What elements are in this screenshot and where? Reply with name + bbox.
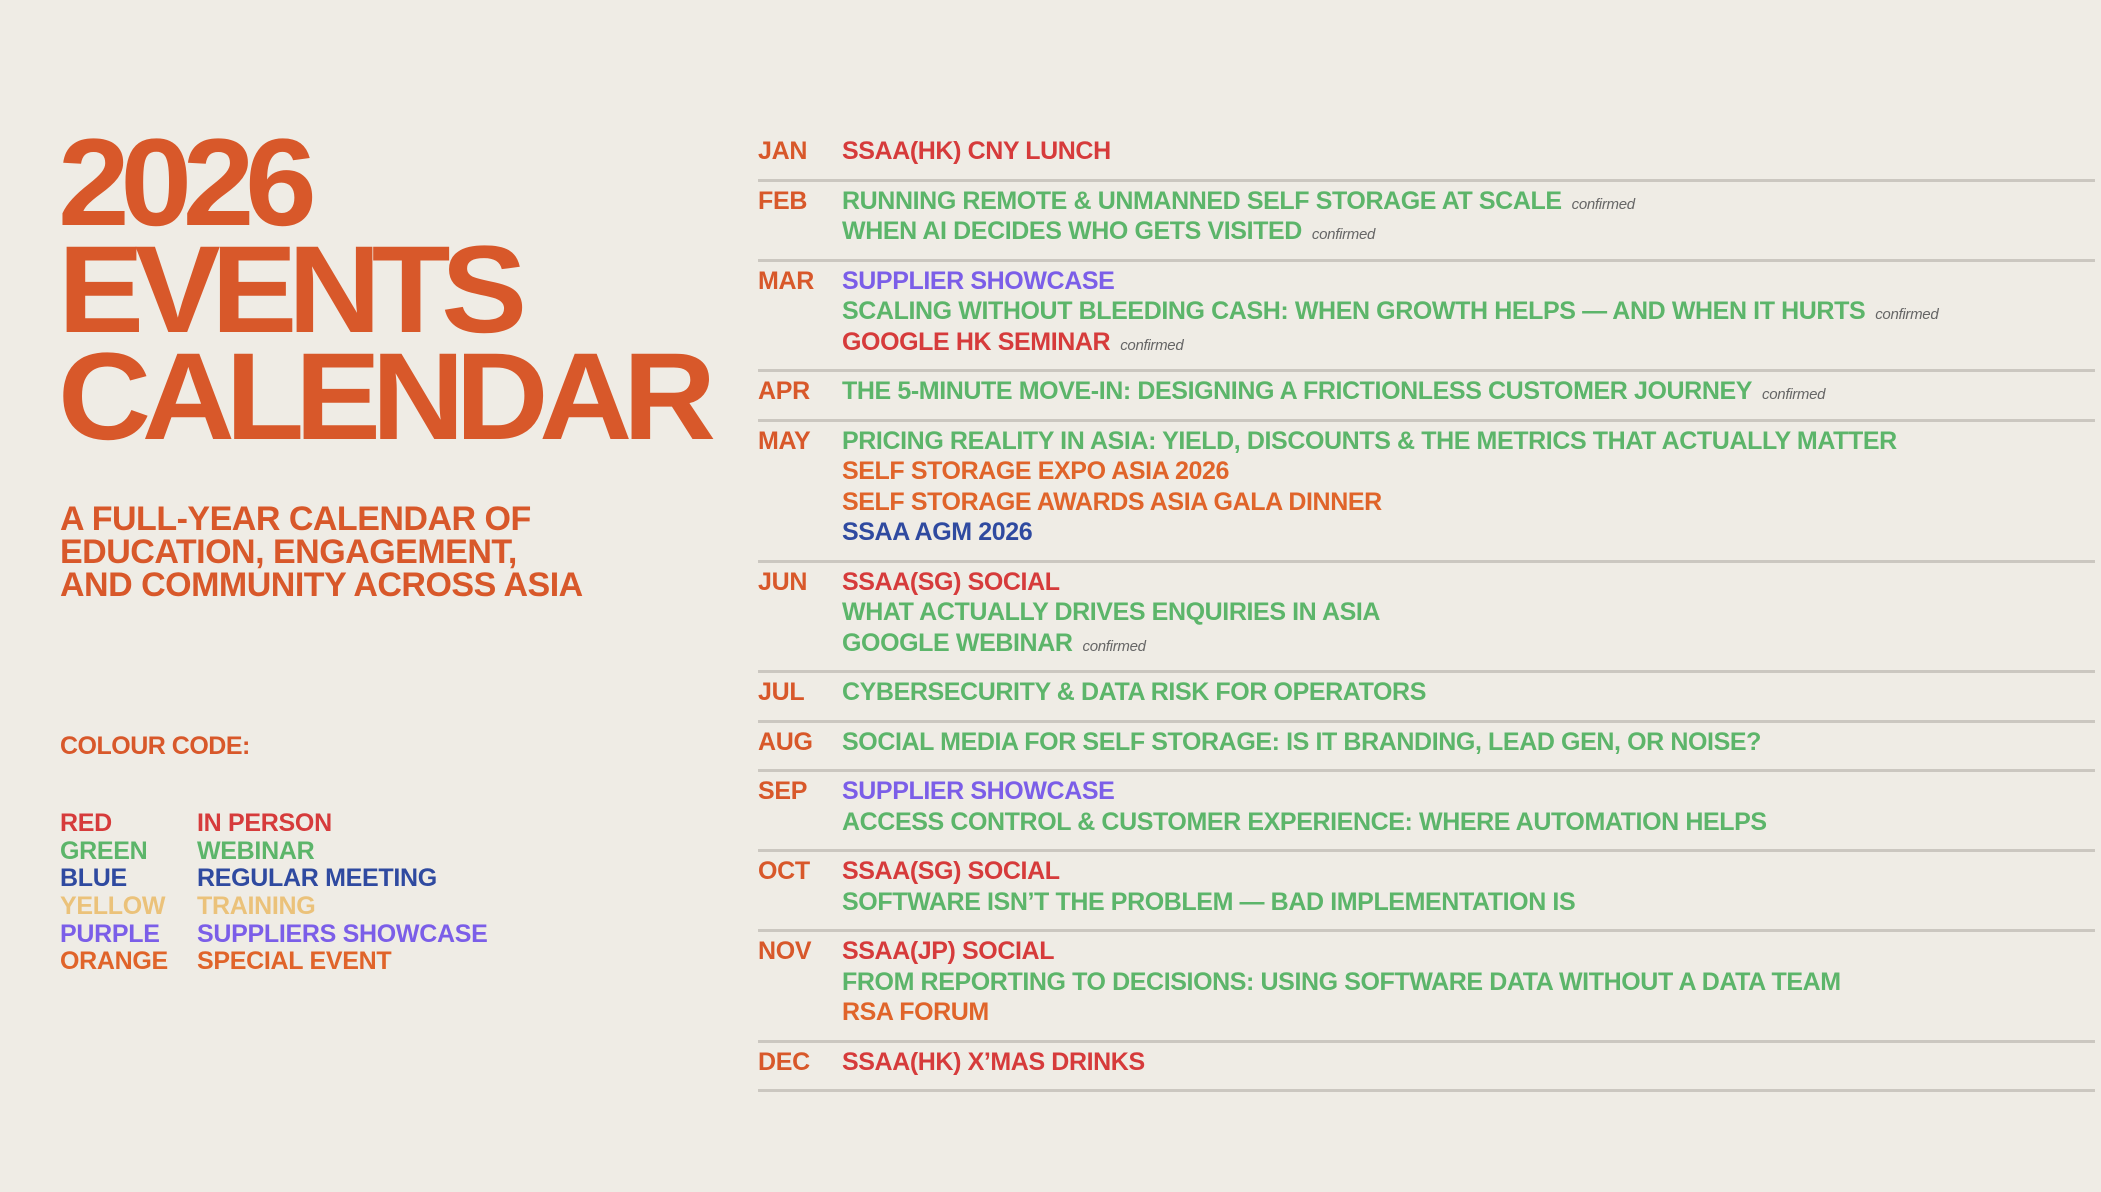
legend-meaning: WEBINAR [197,836,315,865]
event-title: RSA FORUM [842,998,989,1026]
month-label: APR [758,377,810,405]
event-status-note: confirmed [1875,306,1939,323]
colour-code-label: COLOUR CODE: [60,732,250,760]
page-title [58,114,707,466]
legend-row [60,893,487,921]
event-item [842,188,2095,219]
month-row [758,132,2095,182]
legend-color-name: PURPLE [60,919,160,948]
event-status-note: confirmed [1311,226,1376,243]
event-title: SUPPLIER SHOWCASE [842,266,1115,295]
event-item [842,679,2095,710]
event-title: SSAA AGM 2026 [842,518,1033,546]
month-events [842,268,2095,360]
month-label: FEB [758,186,808,215]
event-item [842,858,2095,889]
month-events [842,378,2095,409]
month-events [842,138,2095,169]
event-title: THE 5-MINUTE MOVE-IN: DESIGNING A FRICTIONLESS CUSTOMER JOURNEY [842,377,1753,405]
month-row [758,563,2095,674]
month-label: JAN [758,137,808,165]
event-title: PRICING REALITY IN ASIA: YIELD, DISCOUNTS & THE METRICS THAT ACTUALLY MATTER [842,426,1897,455]
event-title: SOCIAL MEDIA FOR SELF STORAGE: IS IT BRANDING, LEAD GEN, OR NOISE? [842,727,1762,756]
month-row [758,372,2095,422]
legend-color-name: RED [60,809,112,838]
legend-row [60,810,487,838]
month-label: JUL [758,678,805,706]
month-events [842,858,2095,919]
month-events [842,188,2095,249]
event-title: SSAA(HK) CNY LUNCH [842,137,1111,165]
legend-row [60,948,487,976]
legend-row [60,865,487,893]
month-events [842,778,2095,839]
legend-meaning: SUPPLIERS SHOWCASE [197,919,488,948]
month-events [842,729,2095,760]
month-events [842,569,2095,661]
subtitle-line: A FULL-YEAR CALENDAR OF [60,500,531,538]
month-row [758,723,2095,773]
month-label: AUG [758,727,813,756]
event-title: RUNNING REMOTE & UNMANNED SELF STORAGE AT SCALE [842,186,1562,215]
event-item [842,969,2095,1000]
event-item [842,630,2095,661]
event-item [842,1049,2095,1080]
month-label: DEC [758,1047,810,1076]
event-item [842,378,2095,409]
event-status-note: confirmed [1762,386,1826,403]
month-events [842,428,2095,550]
event-status-note: confirmed [1082,637,1146,655]
colour-legend [60,810,487,976]
title-year: 2026 [58,114,308,252]
event-title: SELF STORAGE AWARDS ASIA GALA DINNER [842,487,1382,516]
subtitle-line: EDUCATION, ENGAGEMENT, [60,533,517,571]
event-title: CYBERSECURITY & DATA RISK FOR OPERATORS [842,678,1426,706]
month-row [758,1043,2095,1093]
month-row [758,182,2095,262]
event-item [842,298,2095,329]
event-title: SSAA(JP) SOCIAL [842,937,1055,965]
legend-color-name: GREEN [60,836,148,865]
event-item [842,778,2095,809]
month-row [758,673,2095,723]
month-label: JUN [758,567,808,596]
legend-meaning: TRAINING [197,892,316,921]
event-item [842,569,2095,600]
month-row [758,932,2095,1043]
event-title: WHEN AI DECIDES WHO GETS VISITED [842,217,1302,245]
legend-row [60,838,487,866]
event-item [842,138,2095,169]
event-item [842,329,2095,360]
event-title: FROM REPORTING TO DECISIONS: USING SOFTWARE DATA WITHOUT A DATA TEAM [842,967,1841,996]
event-status-note: confirmed [1120,336,1184,354]
month-label: NOV [758,937,812,965]
event-title: ACCESS CONTROL & CUSTOMER EXPERIENCE: WHERE AUTOMATION HELPS [842,807,1767,836]
event-item [842,889,2095,920]
event-title: SCALING WITHOUT BLEEDING CASH: WHEN GROWTH HELPS — AND WHEN IT HURTS [842,297,1866,325]
month-row [758,852,2095,932]
month-events [842,1049,2095,1080]
month-label: MAY [758,426,811,455]
event-title: SSAA(HK) X’MAS DRINKS [842,1047,1145,1076]
month-events [842,938,2095,1030]
legend-color-name: YELLOW [60,892,166,921]
event-title: SOFTWARE ISN’T THE PROBLEM — BAD IMPLEMENTATION IS [842,887,1576,916]
event-item [842,999,2095,1030]
event-title: WHAT ACTUALLY DRIVES ENQUIRIES IN ASIA [842,598,1381,626]
legend-row [60,920,487,948]
event-title: SSAA(SG) SOCIAL [842,567,1060,596]
events-calendar-list [758,132,2095,1092]
event-status-note: confirmed [1571,195,1635,213]
event-item [842,268,2095,299]
legend-color-name: BLUE [60,864,127,893]
event-title: SSAA(SG) SOCIAL [842,857,1060,885]
month-row [758,772,2095,852]
event-title: GOOGLE HK SEMINAR [842,327,1111,356]
legend-color-name: ORANGE [60,947,168,976]
month-events [842,679,2095,710]
month-row [758,262,2095,373]
legend-meaning: IN PERSON [197,809,332,838]
subtitle [60,500,583,604]
event-item [842,489,2095,520]
month-row [758,422,2095,563]
event-title: SUPPLIER SHOWCASE [842,777,1115,805]
event-item [842,599,2095,630]
event-title: GOOGLE WEBINAR [842,628,1073,657]
left-panel [0,0,740,1192]
event-item [842,428,2095,459]
subtitle-line: AND COMMUNITY ACROSS ASIA [60,566,583,604]
event-title: SELF STORAGE EXPO ASIA 2026 [842,457,1230,485]
legend-meaning: REGULAR MEETING [197,864,437,893]
legend-meaning: SPECIAL EVENT [197,947,392,976]
event-item [842,809,2095,840]
event-item [842,218,2095,249]
event-item [842,519,2095,550]
title-calendar: CALENDAR [58,328,707,466]
event-item [842,938,2095,969]
month-label: OCT [758,857,810,885]
event-item [842,458,2095,489]
month-label: SEP [758,777,808,805]
title-events: EVENTS [58,221,518,359]
event-item [842,729,2095,760]
month-label: MAR [758,266,815,295]
